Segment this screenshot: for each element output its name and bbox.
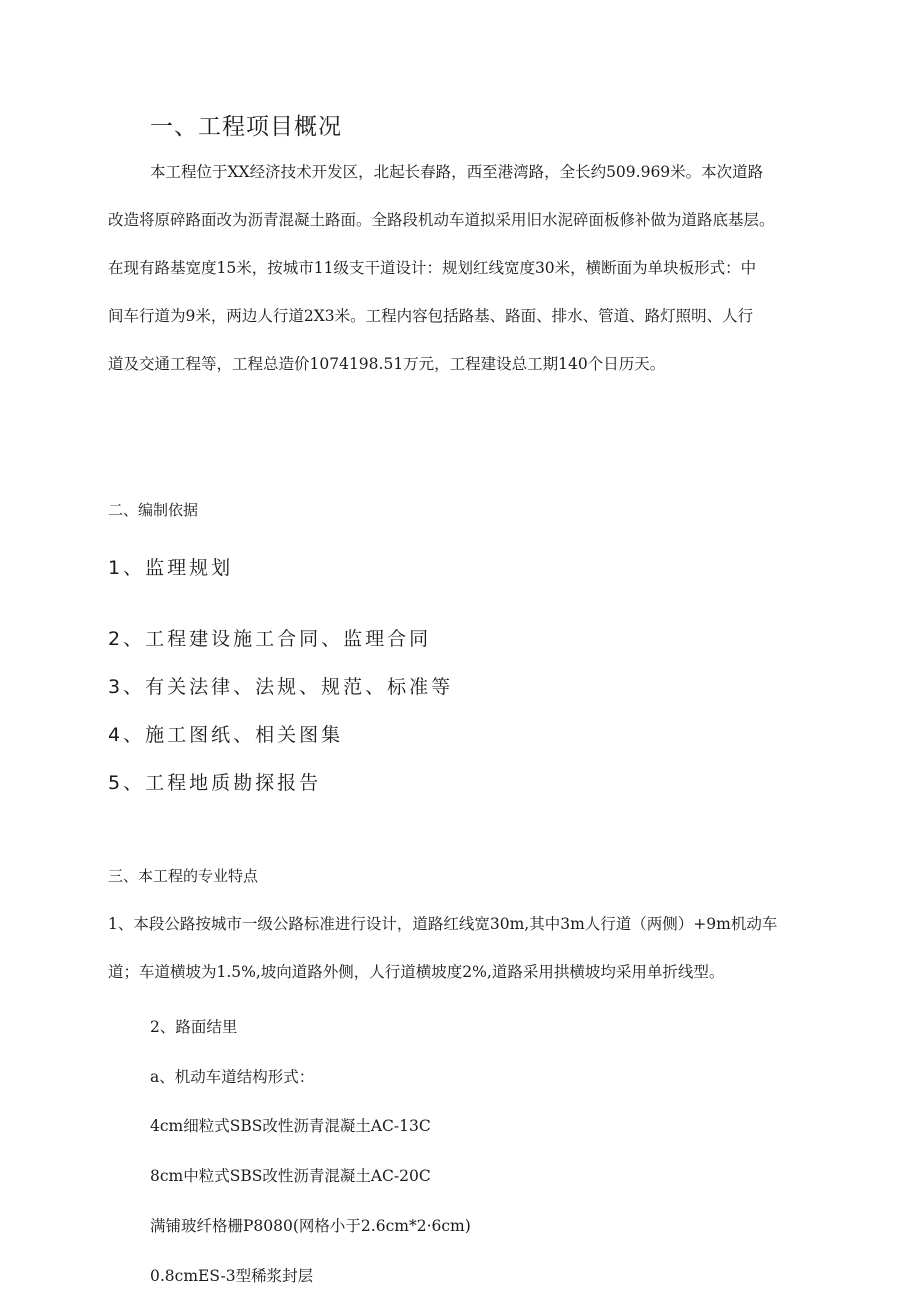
paragraph-line: 道及交通工程等，工程总造价1074198.51万元，工程建设总工期140个日历天。 <box>108 355 666 373</box>
list-item: 5、工程地质勘探报告 <box>108 772 322 794</box>
list-item: 2、工程建设施工合同、监理合同 <box>108 628 432 650</box>
layer-item: 0.8cmES-3型稀浆封层 <box>150 1267 314 1285</box>
section-2-heading: 二、编制依据 <box>108 501 199 519</box>
list-item: 1、监理规划 <box>108 557 234 579</box>
list-item: 4、施工图纸、相关图集 <box>108 724 344 746</box>
paragraph-line: 道；车道横坡为1.5%,坡向道路外侧，人行道横坡度2%,道路采用拱横坡均采用单折线型。 <box>108 963 725 981</box>
layer-item: 满铺玻纤格栅P8080(网格小于2.6cm*2·6cm) <box>150 1217 471 1235</box>
layer-item: 4cm细粒式SBS改性沥青混凝土AC-13C <box>150 1117 431 1135</box>
structure-title: a、机动车道结构形式： <box>150 1068 315 1086</box>
paragraph-line: 间车行道为9米，两边人行道2X3米。工程内容包括路基、路面、排水、管道、路灯照明、人行 <box>108 307 754 325</box>
section-1-heading: 一、工程项目概况 <box>150 114 342 140</box>
paragraph-line: 1、本段公路按城市一级公路标准进行设计，道路红线宽30m,其中3m人行道（两侧）+9m机动车 <box>108 915 778 933</box>
subheading: 2、路面结里 <box>150 1018 238 1036</box>
paragraph-line: 本工程位于XX经济技术开发区，北起长春路，西至港湾路，全长约509.969米。本次道路 <box>150 163 764 181</box>
paragraph-line: 在现有路基宽度15米，按城市11级支干道设计：规划红线宽度30米，横断面为单块板形式：中 <box>108 259 757 277</box>
list-item: 3、有关法律、法规、规范、标准等 <box>108 676 454 698</box>
paragraph-line: 改造将原碎路面改为沥青混凝土路面。全路段机动车道拟采用旧水泥碎面板修补做为道路底基层。 <box>108 211 775 229</box>
section-3-heading: 三、本工程的专业特点 <box>108 867 259 885</box>
layer-item: 8cm中粒式SBS改性沥青混凝土AC-20C <box>150 1167 431 1185</box>
